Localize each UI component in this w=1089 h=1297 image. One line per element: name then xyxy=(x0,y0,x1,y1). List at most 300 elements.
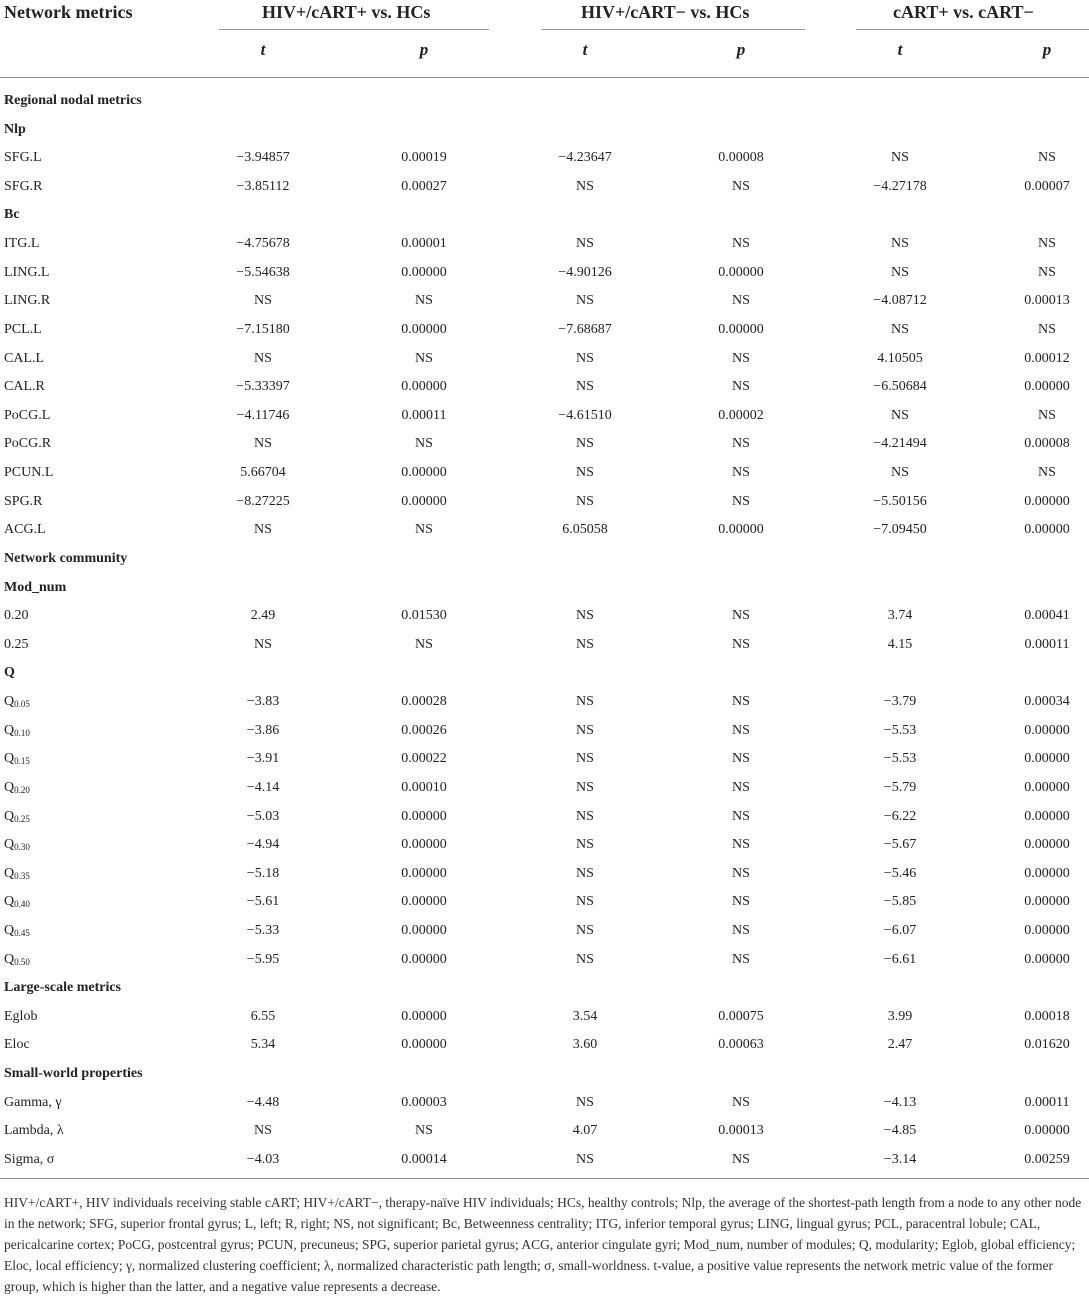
t-value-cell: NS xyxy=(576,808,594,824)
p-value-cell: 0.00001 xyxy=(401,236,447,252)
p-value-cell: 0.00000 xyxy=(1024,751,1070,767)
t-value-cell: NS xyxy=(576,922,594,938)
p-value-cell: 0.00075 xyxy=(718,1008,764,1024)
p-value-cell: 0.00027 xyxy=(401,178,447,194)
t-value-cell: NS xyxy=(891,407,909,423)
t-value-cell: 2.49 xyxy=(250,608,276,624)
row-label xyxy=(4,831,30,860)
p-value-cell: NS xyxy=(732,350,750,366)
p-value-cell: 0.00000 xyxy=(401,837,447,853)
row-label-text: Q xyxy=(4,665,15,681)
row-label xyxy=(4,516,46,545)
header-network-metrics: Network metrics xyxy=(4,2,133,22)
t-value-cell: −4.13 xyxy=(883,1094,917,1110)
subheader-p-3: p xyxy=(1042,40,1052,59)
table-row xyxy=(0,946,1089,975)
table-row xyxy=(0,688,1089,717)
p-value-cell: NS xyxy=(732,178,750,194)
t-value-cell: −4.85 xyxy=(883,1123,917,1139)
t-value-cell: −5.95 xyxy=(246,951,280,967)
t-value-cell: −5.46 xyxy=(883,865,917,881)
t-value-cell: −4.23647 xyxy=(558,150,612,166)
p-value-cell: 0.00000 xyxy=(1024,837,1070,853)
p-value-cell: NS xyxy=(732,1151,750,1167)
row-label xyxy=(4,659,15,688)
subheader-t-2: t xyxy=(582,40,588,59)
p-value-cell: NS xyxy=(732,894,750,910)
row-label-text: SFG.L xyxy=(4,150,42,166)
row-label xyxy=(4,287,50,316)
table-footnote: HIV+/cART+, HIV individuals receiving stable cART; HIV+/cART−, therapy-naïve HIV individuals; HCs, healthy controls; Nlp, the average of the shortest-path length from a node to any other node in the network; SFG, superior frontal gyrus; L, left; R, right; NS, not significant; Bc, Betweenness centrality; ITG, inferior temporal gyrus; LING, lingual gyrus; PCL, paracentral lobule; CAL, pericalcarine cortex; PoCG, postcentral gyrus; PCUN, precuneus; SPG, superior parietal gyrus; ACG, anterior cingulate gyri; Mod_num, number of modules; Q, modularity; Eglob, global efficiency; Eloc, local efficiency; γ, normalized clustering coefficient; λ, normalized characteristic path length; σ, small-worldness. t-value, a positive value represents the network metric value of the former group, which is higher than the latter, and a negative value represents a decrease. xyxy=(4,1195,1082,1294)
p-value-cell: NS xyxy=(732,722,750,738)
subheader-t-3: t xyxy=(897,40,903,59)
p-value-cell: NS xyxy=(732,608,750,624)
p-value-cell: NS xyxy=(732,951,750,967)
t-value-cell: NS xyxy=(254,636,272,652)
t-value-cell: NS xyxy=(254,436,272,452)
header-group-2: HIV+/cART− vs. HCs xyxy=(581,2,750,22)
row-label-text: 0.25 xyxy=(4,636,29,652)
table-row xyxy=(0,745,1089,774)
row-label xyxy=(4,1003,37,1032)
row-label xyxy=(4,717,30,746)
t-value-cell: 6.05058 xyxy=(562,522,608,538)
row-label xyxy=(4,745,30,774)
p-value-cell: 0.00008 xyxy=(1024,436,1070,452)
row-label xyxy=(4,545,127,574)
p-value-cell: NS xyxy=(732,837,750,853)
group-rule-3 xyxy=(856,29,1089,30)
p-value-cell: NS xyxy=(415,436,433,452)
row-label-text: PCL.L xyxy=(4,321,42,337)
row-label-text: LING.R xyxy=(4,293,51,309)
row-label xyxy=(4,574,66,603)
p-value-cell: 0.00013 xyxy=(1024,293,1070,309)
t-value-cell: NS xyxy=(576,751,594,767)
row-label-text: Q xyxy=(4,751,15,767)
t-value-cell: NS xyxy=(576,178,594,194)
p-value-cell: NS xyxy=(415,522,433,538)
t-value-cell: 2.47 xyxy=(887,1037,913,1053)
subheader-p-1: p xyxy=(419,40,429,59)
p-value-cell: NS xyxy=(732,1094,750,1110)
t-value-cell: −6.61 xyxy=(883,951,917,967)
p-value-cell: 0.00008 xyxy=(718,150,764,166)
row-label-text: Q xyxy=(4,837,15,853)
row-label xyxy=(4,917,30,946)
row-label xyxy=(4,230,39,259)
p-value-cell: 0.00000 xyxy=(401,1037,447,1053)
row-label xyxy=(4,1117,64,1146)
p-value-cell: NS xyxy=(732,436,750,452)
row-label-text: Nlp xyxy=(4,121,26,137)
row-label xyxy=(4,430,51,459)
section-heading xyxy=(0,1060,1089,1089)
t-value-cell: −8.27225 xyxy=(236,493,290,509)
row-label-text: CAL.R xyxy=(4,379,45,395)
p-value-cell: NS xyxy=(732,751,750,767)
p-value-cell: NS xyxy=(732,922,750,938)
t-value-cell: −5.18 xyxy=(246,865,280,881)
t-value-cell: NS xyxy=(891,150,909,166)
t-value-cell: −5.79 xyxy=(883,779,917,795)
t-value-cell: NS xyxy=(576,779,594,795)
group-rule-1 xyxy=(219,29,489,30)
row-label-text: Large-scale metrics xyxy=(4,980,121,996)
group-rule-2 xyxy=(541,29,805,30)
table-row xyxy=(0,1089,1089,1118)
t-value-cell: NS xyxy=(576,837,594,853)
table-row xyxy=(0,373,1089,402)
row-label-text: Q xyxy=(4,722,15,738)
row-label-text: Q xyxy=(4,865,15,881)
t-value-cell: NS xyxy=(576,722,594,738)
p-value-cell: 0.00000 xyxy=(1024,722,1070,738)
p-value-cell: NS xyxy=(1038,465,1056,481)
t-value-cell: −6.50684 xyxy=(873,379,927,395)
t-value-cell: −3.79 xyxy=(883,694,917,710)
table-row xyxy=(0,488,1089,517)
row-label xyxy=(4,1060,143,1089)
group-heading xyxy=(0,116,1089,145)
p-value-cell: 0.00000 xyxy=(1024,865,1070,881)
p-value-cell: 0.00011 xyxy=(1024,1094,1070,1110)
p-value-cell: 0.00003 xyxy=(401,1094,447,1110)
t-value-cell: −3.83 xyxy=(246,694,280,710)
p-value-cell: 0.00000 xyxy=(1024,379,1070,395)
row-label-text: Network community xyxy=(4,550,128,566)
row-label xyxy=(4,173,43,202)
table-row xyxy=(0,230,1089,259)
p-value-cell: 0.00002 xyxy=(718,407,764,423)
p-value-cell: 0.00011 xyxy=(401,407,447,423)
p-value-cell: 0.00019 xyxy=(401,150,447,166)
t-value-cell: −4.75678 xyxy=(236,236,290,252)
group-heading xyxy=(0,659,1089,688)
t-value-cell: −4.27178 xyxy=(873,178,927,194)
p-value-cell: 0.00011 xyxy=(1024,636,1070,652)
table-row xyxy=(0,1146,1089,1175)
t-value-cell: 3.60 xyxy=(572,1037,598,1053)
p-value-cell: 0.00259 xyxy=(1024,1151,1070,1167)
t-value-cell: NS xyxy=(576,350,594,366)
row-label-text: PoCG.R xyxy=(4,436,52,452)
p-value-cell: 0.00012 xyxy=(1024,350,1070,366)
t-value-cell: −5.53 xyxy=(883,722,917,738)
p-value-cell: 0.00000 xyxy=(1024,493,1070,509)
table-row xyxy=(0,888,1089,917)
table-header xyxy=(0,0,1089,30)
row-label xyxy=(4,888,30,917)
t-value-cell: −3.85112 xyxy=(236,178,290,194)
table-row xyxy=(0,917,1089,946)
p-value-cell: NS xyxy=(732,694,750,710)
header-rule xyxy=(0,77,1089,78)
row-label-text: ACG.L xyxy=(4,522,46,538)
p-value-cell: 0.00000 xyxy=(401,865,447,881)
row-label-subscript: 0.05 xyxy=(14,699,30,710)
t-value-cell: 3.54 xyxy=(572,1008,598,1024)
p-value-cell: 0.00000 xyxy=(1024,808,1070,824)
table-row xyxy=(0,831,1089,860)
p-value-cell: 0.00000 xyxy=(401,1008,447,1024)
table-row xyxy=(0,345,1089,374)
table-row xyxy=(0,287,1089,316)
p-value-cell: NS xyxy=(1038,150,1056,166)
p-value-cell: NS xyxy=(415,293,433,309)
p-value-cell: 0.00013 xyxy=(718,1123,764,1139)
header-group-3: cART+ vs. cART− xyxy=(893,2,1034,22)
p-value-cell: 0.00000 xyxy=(718,522,764,538)
p-value-cell: 0.00000 xyxy=(718,321,764,337)
p-value-cell: 0.00000 xyxy=(401,264,447,280)
p-value-cell: 0.00000 xyxy=(401,922,447,938)
t-value-cell: 3.74 xyxy=(887,608,913,624)
p-value-cell: NS xyxy=(415,636,433,652)
t-value-cell: −4.94 xyxy=(246,837,280,853)
p-value-cell: 0.00000 xyxy=(401,379,447,395)
t-value-cell: −7.09450 xyxy=(873,522,927,538)
t-value-cell: NS xyxy=(576,465,594,481)
t-value-cell: 5.66704 xyxy=(240,465,286,481)
t-value-cell: NS xyxy=(576,865,594,881)
t-value-cell: NS xyxy=(576,236,594,252)
t-value-cell: NS xyxy=(576,1094,594,1110)
row-label xyxy=(4,116,26,145)
p-value-cell: 0.00000 xyxy=(1024,951,1070,967)
table-row xyxy=(0,316,1089,345)
t-value-cell: −4.03 xyxy=(246,1151,280,1167)
row-label-text: SFG.R xyxy=(4,178,43,194)
row-label-subscript: 0.15 xyxy=(14,756,30,767)
t-value-cell: −5.61 xyxy=(246,894,280,910)
row-label xyxy=(4,87,142,116)
header-group-1: HIV+/cART+ vs. HCs xyxy=(262,2,431,22)
p-value-cell: 0.00010 xyxy=(401,779,447,795)
row-label xyxy=(4,1031,30,1060)
p-value-cell: 0.01620 xyxy=(1024,1037,1070,1053)
t-value-cell: NS xyxy=(254,293,272,309)
table-row xyxy=(0,144,1089,173)
t-value-cell: −5.67 xyxy=(883,837,917,853)
subheader-t-1: t xyxy=(260,40,266,59)
t-value-cell: NS xyxy=(254,350,272,366)
group-heading xyxy=(0,201,1089,230)
t-value-cell: −6.07 xyxy=(883,922,917,938)
section-heading xyxy=(0,974,1089,1003)
p-value-cell: 0.00000 xyxy=(401,493,447,509)
t-value-cell: −5.85 xyxy=(883,894,917,910)
t-value-cell: −3.94857 xyxy=(236,150,290,166)
p-value-cell: NS xyxy=(415,1123,433,1139)
row-label-text: Regional nodal metrics xyxy=(4,93,142,108)
table-row xyxy=(0,717,1089,746)
t-value-cell: −4.21494 xyxy=(873,436,927,452)
p-value-cell: NS xyxy=(732,236,750,252)
t-value-cell: −4.11746 xyxy=(236,407,290,423)
t-value-cell: NS xyxy=(254,1123,272,1139)
row-label-subscript: 0.10 xyxy=(14,727,30,738)
t-value-cell: −4.90126 xyxy=(558,264,612,280)
row-label xyxy=(4,201,20,230)
p-value-cell: 0.00022 xyxy=(401,751,447,767)
table-row xyxy=(0,602,1089,631)
p-value-cell: 0.00026 xyxy=(401,722,447,738)
row-label-text: Q xyxy=(4,894,15,910)
p-value-cell: 0.00028 xyxy=(401,694,447,710)
t-value-cell: −3.86 xyxy=(246,722,280,738)
row-label xyxy=(4,345,44,374)
row-label-text: 0.20 xyxy=(4,608,29,624)
table-row xyxy=(0,774,1089,803)
p-value-cell: 0.00000 xyxy=(1024,1123,1070,1139)
p-value-cell: 0.00000 xyxy=(1024,522,1070,538)
p-value-cell: NS xyxy=(1038,407,1056,423)
p-value-cell: NS xyxy=(732,293,750,309)
p-value-cell: NS xyxy=(1038,321,1056,337)
row-label-subscript: 0.40 xyxy=(14,899,30,910)
t-value-cell: NS xyxy=(576,293,594,309)
p-value-cell: 0.00000 xyxy=(401,321,447,337)
row-label xyxy=(4,860,30,889)
t-value-cell: −7.68687 xyxy=(558,321,612,337)
row-label-subscript: 0.30 xyxy=(14,842,30,853)
p-value-cell: 0.00000 xyxy=(718,264,764,280)
table-row xyxy=(0,1003,1089,1032)
table-row xyxy=(0,259,1089,288)
t-value-cell: −5.33397 xyxy=(236,379,290,395)
row-label-subscript: 0.45 xyxy=(14,927,30,938)
row-label-text: Eglob xyxy=(4,1008,38,1024)
p-value-cell: 0.00000 xyxy=(401,808,447,824)
row-label-text: Bc xyxy=(4,207,20,223)
row-label xyxy=(4,1089,62,1118)
row-label-text: Q xyxy=(4,951,15,967)
p-value-cell: NS xyxy=(732,865,750,881)
p-value-cell: 0.00000 xyxy=(401,951,447,967)
table-row xyxy=(0,402,1089,431)
t-value-cell: NS xyxy=(254,522,272,538)
row-label-subscript: 0.35 xyxy=(14,870,30,881)
row-label xyxy=(4,946,30,975)
t-value-cell: −4.48 xyxy=(246,1094,280,1110)
row-label xyxy=(4,803,30,832)
p-value-cell: 0.00000 xyxy=(401,465,447,481)
row-label xyxy=(4,144,42,173)
t-value-cell: NS xyxy=(576,493,594,509)
t-value-cell: NS xyxy=(576,379,594,395)
row-label xyxy=(4,402,50,431)
t-value-cell: −6.22 xyxy=(883,808,917,824)
row-label xyxy=(4,974,121,1003)
t-value-cell: −4.61510 xyxy=(558,407,612,423)
t-value-cell: −5.03 xyxy=(246,808,280,824)
table-row xyxy=(0,516,1089,545)
t-value-cell: 5.34 xyxy=(250,1037,276,1053)
t-value-cell: NS xyxy=(576,951,594,967)
table-row xyxy=(0,1031,1089,1060)
p-value-cell: 0.00041 xyxy=(1024,608,1070,624)
t-value-cell: −5.54638 xyxy=(236,264,290,280)
p-value-cell: NS xyxy=(732,493,750,509)
p-value-cell: 0.01530 xyxy=(401,608,447,624)
t-value-cell: −4.14 xyxy=(246,779,280,795)
row-label xyxy=(4,631,29,660)
row-label-text: SPG.R xyxy=(4,493,43,509)
row-label xyxy=(4,459,53,488)
row-label xyxy=(4,488,43,517)
p-value-cell: 0.00000 xyxy=(1024,779,1070,795)
t-value-cell: −5.50156 xyxy=(873,493,927,509)
row-label-subscript: 0.20 xyxy=(14,784,30,795)
row-label-text: Q xyxy=(4,922,15,938)
p-value-cell: 0.00034 xyxy=(1024,694,1070,710)
subheader-p-2: p xyxy=(736,40,746,59)
t-value-cell: 6.55 xyxy=(250,1008,276,1024)
row-label-text: Lambda, λ xyxy=(4,1123,64,1139)
p-value-cell: NS xyxy=(732,808,750,824)
t-value-cell: NS xyxy=(576,436,594,452)
p-value-cell: 0.00063 xyxy=(718,1037,764,1053)
section-heading xyxy=(0,87,1089,116)
group-heading xyxy=(0,574,1089,603)
t-value-cell: −3.14 xyxy=(883,1151,917,1167)
p-value-cell: 0.00018 xyxy=(1024,1008,1070,1024)
p-value-cell: NS xyxy=(1038,236,1056,252)
row-label-text: ITG.L xyxy=(4,236,40,252)
t-value-cell: −7.15180 xyxy=(236,321,290,337)
row-label xyxy=(4,373,45,402)
p-value-cell: NS xyxy=(732,379,750,395)
table-row xyxy=(0,430,1089,459)
p-value-cell: NS xyxy=(415,350,433,366)
p-value-cell: NS xyxy=(732,465,750,481)
table-bottom-rule xyxy=(0,1178,1089,1179)
row-label xyxy=(4,688,30,717)
table-row xyxy=(0,1117,1089,1146)
row-label-text: PCUN.L xyxy=(4,465,54,481)
table-row xyxy=(0,803,1089,832)
row-label-text: Mod_num xyxy=(4,579,67,595)
row-label-text: PoCG.L xyxy=(4,407,51,423)
t-value-cell: NS xyxy=(576,1151,594,1167)
row-label-text: Small-world properties xyxy=(4,1066,143,1082)
t-value-cell: 4.10505 xyxy=(877,350,923,366)
row-label xyxy=(4,316,42,345)
table-row xyxy=(0,173,1089,202)
row-label-text: Gamma, γ xyxy=(4,1094,62,1110)
row-label-text: CAL.L xyxy=(4,350,45,366)
t-value-cell: NS xyxy=(576,894,594,910)
t-value-cell: NS xyxy=(576,636,594,652)
t-value-cell: −5.33 xyxy=(246,922,280,938)
row-label-text: Q xyxy=(4,779,15,795)
row-label-text: LING.L xyxy=(4,264,50,280)
row-label xyxy=(4,1146,54,1175)
t-value-cell: NS xyxy=(576,694,594,710)
table-row xyxy=(0,631,1089,660)
table-row xyxy=(0,459,1089,488)
table-row xyxy=(0,860,1089,889)
p-value-cell: NS xyxy=(732,779,750,795)
p-value-cell: 0.00007 xyxy=(1024,178,1070,194)
t-value-cell: NS xyxy=(891,321,909,337)
row-label xyxy=(4,774,30,803)
p-value-cell: 0.00000 xyxy=(401,894,447,910)
t-value-cell: NS xyxy=(891,264,909,280)
t-value-cell: 3.99 xyxy=(887,1008,913,1024)
row-label xyxy=(4,602,29,631)
